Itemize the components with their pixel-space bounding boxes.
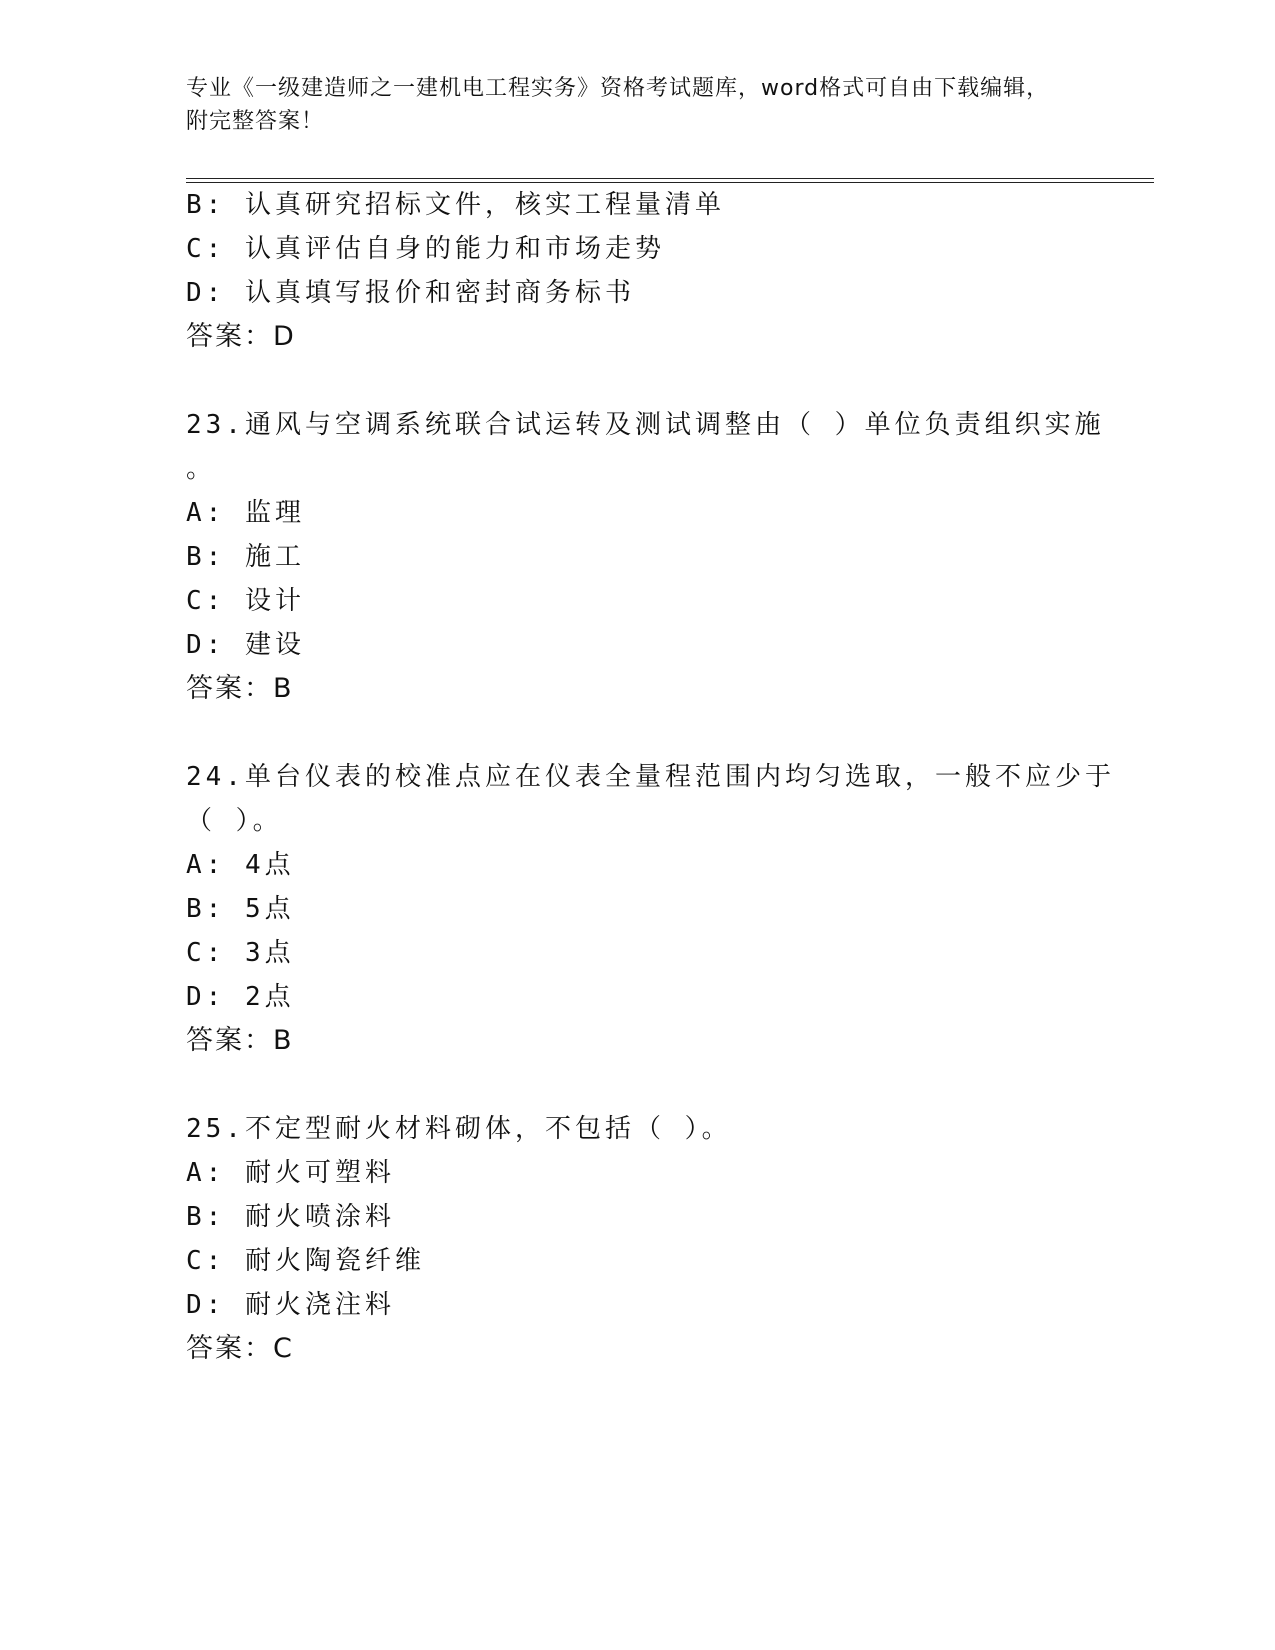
header-divider-bottom [186,182,1154,183]
document-header: 专业《一级建造师之一建机电工程实务》资格考试题库，word格式可自由下载编辑，附完整答案！ [186,76,1050,134]
header-divider-top [186,178,1154,179]
option-c: C: 设计 [186,586,305,616]
option-b: B: 认真研究招标文件，核实工程量清单 [186,190,725,220]
option-a: A: 监理 [186,498,305,528]
question-stem: 23.通风与空调系统联合试运转及测试调整由（ ）单位负责组织实施 [186,410,1105,440]
option-c: C: 3点 [186,938,295,968]
option-b: B: 耐火喷涂料 [186,1202,395,1232]
question-stem-continuation: 。 [186,454,217,484]
option-d: D: 耐火浇注料 [186,1290,395,1320]
question-stem: 25.不定型耐火材料砌体，不包括（ ）。 [186,1114,732,1144]
answer-line: 答案：D [186,321,296,352]
option-b: B: 5点 [186,894,295,924]
option-d: D: 认真填写报价和密封商务标书 [186,278,635,308]
answer-line: 答案：B [186,1025,294,1056]
option-d: D: 建设 [186,630,305,660]
option-d: D: 2点 [186,982,295,1012]
option-c: C: 认真评估自身的能力和市场走势 [186,234,665,264]
answer-line: 答案：C [186,1333,294,1364]
option-b: B: 施工 [186,542,305,572]
question-stem-continuation: （ ）。 [186,806,283,836]
option-a: A: 4点 [186,850,295,880]
option-a: A: 耐火可塑料 [186,1158,395,1188]
answer-line: 答案：B [186,673,294,704]
option-c: C: 耐火陶瓷纤维 [186,1246,425,1276]
question-stem: 24.单台仪表的校准点应在仪表全量程范围内均匀选取，一般不应少于 [186,762,1115,792]
